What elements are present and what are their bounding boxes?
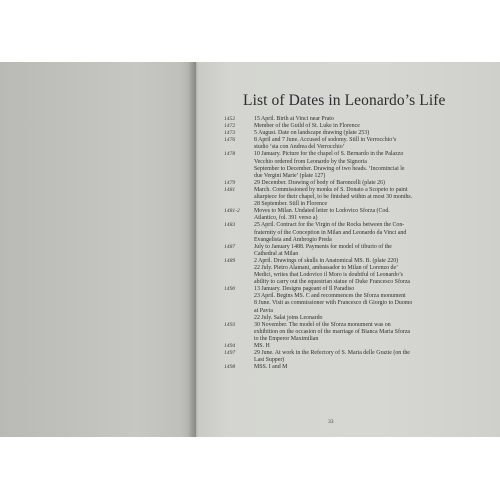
entry-date: 1490 (224, 286, 236, 293)
entry-line: 10 January. Picture for the chapel of S. Bernardo in the Palazzo (254, 151, 404, 158)
page-number: 33 (328, 419, 334, 425)
entry-line: Evangelista and Ambrogio Preda (254, 236, 332, 243)
entry-line: 8 April and 7 June. Accused of sodomy. Still in Verrocchio’s (254, 137, 397, 144)
entry-text (254, 137, 496, 151)
entry-text (254, 180, 496, 187)
entry-line: 22 July. Salai joins Leonardo (254, 314, 323, 321)
date-entry (224, 151, 496, 179)
background-top (0, 0, 500, 62)
date-entry (224, 350, 496, 364)
entry-line: 5 August. Date on landscape drawing (plate 253) (254, 130, 370, 137)
entry-line: March. Commissioned by monks of S. Donato a Scopeto to paint (254, 186, 408, 193)
page-title: List of Dates in Leonardo’s Life (243, 92, 446, 109)
background-bottom (0, 437, 500, 500)
entry-line: 23 April. Begins MS. C and recommences the Sforza monument (254, 293, 406, 300)
entry-text (254, 350, 496, 364)
entry-date: 1472 (224, 123, 236, 130)
entry-date: 1498 (224, 364, 236, 371)
entry-date: 1481-2 (224, 208, 240, 215)
entry-line: at Pavia (254, 307, 273, 314)
entry-text (254, 222, 496, 243)
entry-line: 2 April. Drawings of skulls in Anatomical MS. B. (plate 220) (254, 257, 399, 264)
entry-line: Member of the Guild of St. Luke in Florence (254, 123, 360, 130)
entry-text (254, 258, 496, 286)
entry-line: Cathedral at Milan (254, 250, 299, 257)
entry-line: MS. H (254, 343, 270, 349)
entry-text (254, 151, 496, 179)
entry-line: Medici, writes that Lodovico il Moro is doubtful of Leonardo’s (254, 272, 403, 279)
entry-line: 22 July. Pietro Alamani, ambassador to Milan of Lorenzo de’ (254, 264, 399, 271)
left-page (0, 62, 196, 437)
entry-line: September to December. Drawing of two heads. ‘Incominciai le (254, 165, 405, 172)
entry-date: 1497 (224, 350, 236, 357)
entry-date: 1481 (224, 186, 236, 193)
entry-date: 1494 (224, 343, 236, 349)
date-entry (224, 137, 496, 151)
entry-line: Vecchio ordered from Leonardo by the Signoria (254, 158, 367, 165)
entry-line: exhibition on the occasion of the marriage of Bianca Maria Sforza (254, 328, 411, 335)
entry-date: 1493 (224, 321, 236, 328)
date-entry (224, 244, 496, 258)
entry-date: 1478 (224, 151, 236, 158)
entry-line: studio ‘sta con Andrea del Verrocchio’ (254, 144, 345, 151)
entry-line: Last Supper) (254, 357, 285, 364)
entry-line: 15 April. Birth at Vinci near Prato (254, 116, 334, 122)
entry-date: 1473 (224, 130, 236, 137)
date-entry (224, 258, 496, 286)
entry-date: 1487 (224, 243, 236, 250)
entry-line: 13 January. Designs pageant of Il Paradiso (254, 286, 355, 293)
entry-line: due Vergini Marie’ (plate 127) (254, 172, 326, 179)
entry-line: 28 September. Still in Florence (254, 201, 328, 208)
entry-text (254, 208, 496, 222)
entry-line: to the Emperor Maximilian (254, 335, 319, 342)
entry-line: 25 April. Contract for the Virgin of the Rocks between the Con- (254, 222, 405, 229)
entry-line: 30 November. The model of the Sforza monument was on (254, 321, 391, 328)
entry-line: fraternity of the Conception in Milan and Leonardo da Vinci and (254, 229, 407, 236)
date-list (224, 116, 496, 371)
entry-line: 29 December. Drawing of body of Baroncelli (plate 26) (254, 179, 386, 186)
entry-date: 1452 (224, 116, 236, 122)
entry-date: 1479 (224, 179, 236, 186)
entry-line: Moves to Milan. Undated letter to Lodovico Sforza (Cod. (254, 208, 390, 215)
entry-line: 8 June. Visit as commissioner with Francesco di Giorgio to Duomo (254, 300, 413, 307)
entry-date: 1483 (224, 222, 236, 229)
date-entry (224, 180, 496, 187)
right-page (198, 62, 500, 437)
entry-text (254, 187, 496, 208)
date-entry (224, 187, 496, 208)
date-entry (224, 222, 496, 243)
entry-line: July to January 1488. Payments for model of tiburio of the (254, 243, 392, 250)
entry-line: 29 June. At work in the Refectory of S. Maria delle Grazie (on the (254, 350, 410, 357)
entry-line: MSS. I and M (254, 364, 288, 371)
date-entry (224, 208, 496, 222)
date-entry (224, 322, 496, 343)
entry-line: altarpiece for their chapel, to be finished within at most 30 months. (254, 194, 413, 201)
entry-text (254, 286, 496, 321)
entry-text (254, 364, 496, 371)
entry-line: Atlantico, fol. 391 verso a) (254, 215, 318, 222)
entry-text (254, 322, 496, 343)
date-entry (224, 364, 496, 371)
date-entry (224, 286, 496, 321)
entry-text (254, 244, 496, 258)
entry-date: 1489 (224, 257, 236, 264)
entry-line: ability to carry out the equestrian statue of Duke Francesco Sforza (254, 279, 411, 286)
entry-date: 1476 (224, 137, 236, 144)
